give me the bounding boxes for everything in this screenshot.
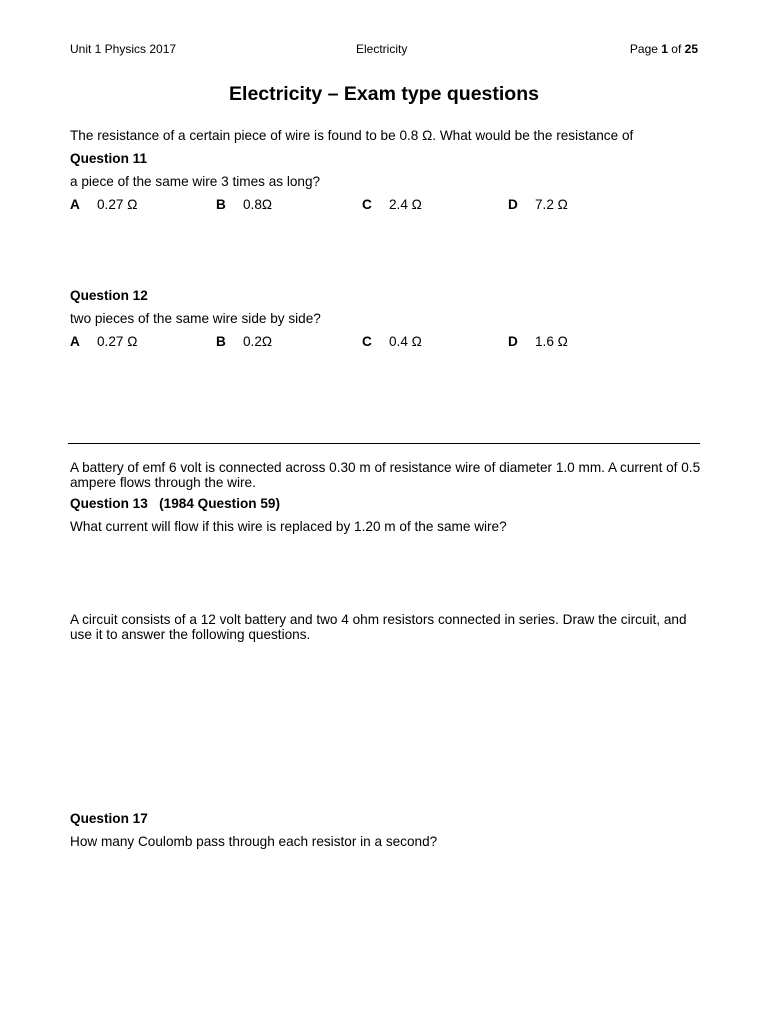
- question-17-heading: Question 17: [70, 811, 148, 826]
- question-17-text: How many Coulomb pass through each resistor in a second?: [70, 834, 438, 849]
- section-divider: [68, 443, 700, 444]
- page-prefix: Page: [629, 42, 662, 56]
- q12-option-c: C 0.4 Ω: [362, 334, 422, 349]
- question-11-text: a piece of the same wire 3 times as long?: [70, 174, 321, 189]
- q11-option-b: B 0.8Ω: [216, 197, 273, 212]
- q12-option-a: A 0.27 Ω: [70, 334, 138, 349]
- question-11-heading: Question 11: [70, 151, 148, 166]
- page-of: of: [667, 42, 685, 56]
- page-total: 25: [684, 42, 698, 56]
- q12-option-b: B 0.2Ω: [216, 334, 273, 349]
- q12-option-d: D 1.6 Ω: [508, 334, 568, 349]
- header-left: Unit 1 Physics 2017: [70, 42, 177, 56]
- header-center: Electricity: [356, 42, 408, 56]
- question-13-heading: Question 13 (1984 Question 59): [70, 496, 281, 511]
- intro-battery: A battery of emf 6 volt is connected across 0.30 m of resistance wire of diameter 1.0 mm. A current of 0.5 ampere flows through the wire.: [70, 460, 701, 490]
- question-12-heading: Question 12: [70, 288, 148, 303]
- question-12-text: two pieces of the same wire side by side?: [70, 311, 321, 326]
- q11-option-a: A 0.27 Ω: [70, 197, 138, 212]
- q11-option-c: C 2.4 Ω: [362, 197, 422, 212]
- intro-circuit: A circuit consists of a 12 volt battery and two 4 ohm resistors connected in series. Draw the circuit, and use it to answer the following questions.: [70, 612, 687, 642]
- page-number: [630, 42, 698, 56]
- page-title: Electricity – Exam type questions: [229, 83, 539, 105]
- intro-resistance: The resistance of a certain piece of wire is found to be 0.8 Ω. What would be the resistance of: [70, 128, 634, 143]
- question-13-text: What current will flow if this wire is replaced by 1.20 m of the same wire?: [70, 519, 507, 534]
- page-current: 1: [661, 42, 668, 56]
- q11-option-d: D 7.2 Ω: [508, 197, 568, 212]
